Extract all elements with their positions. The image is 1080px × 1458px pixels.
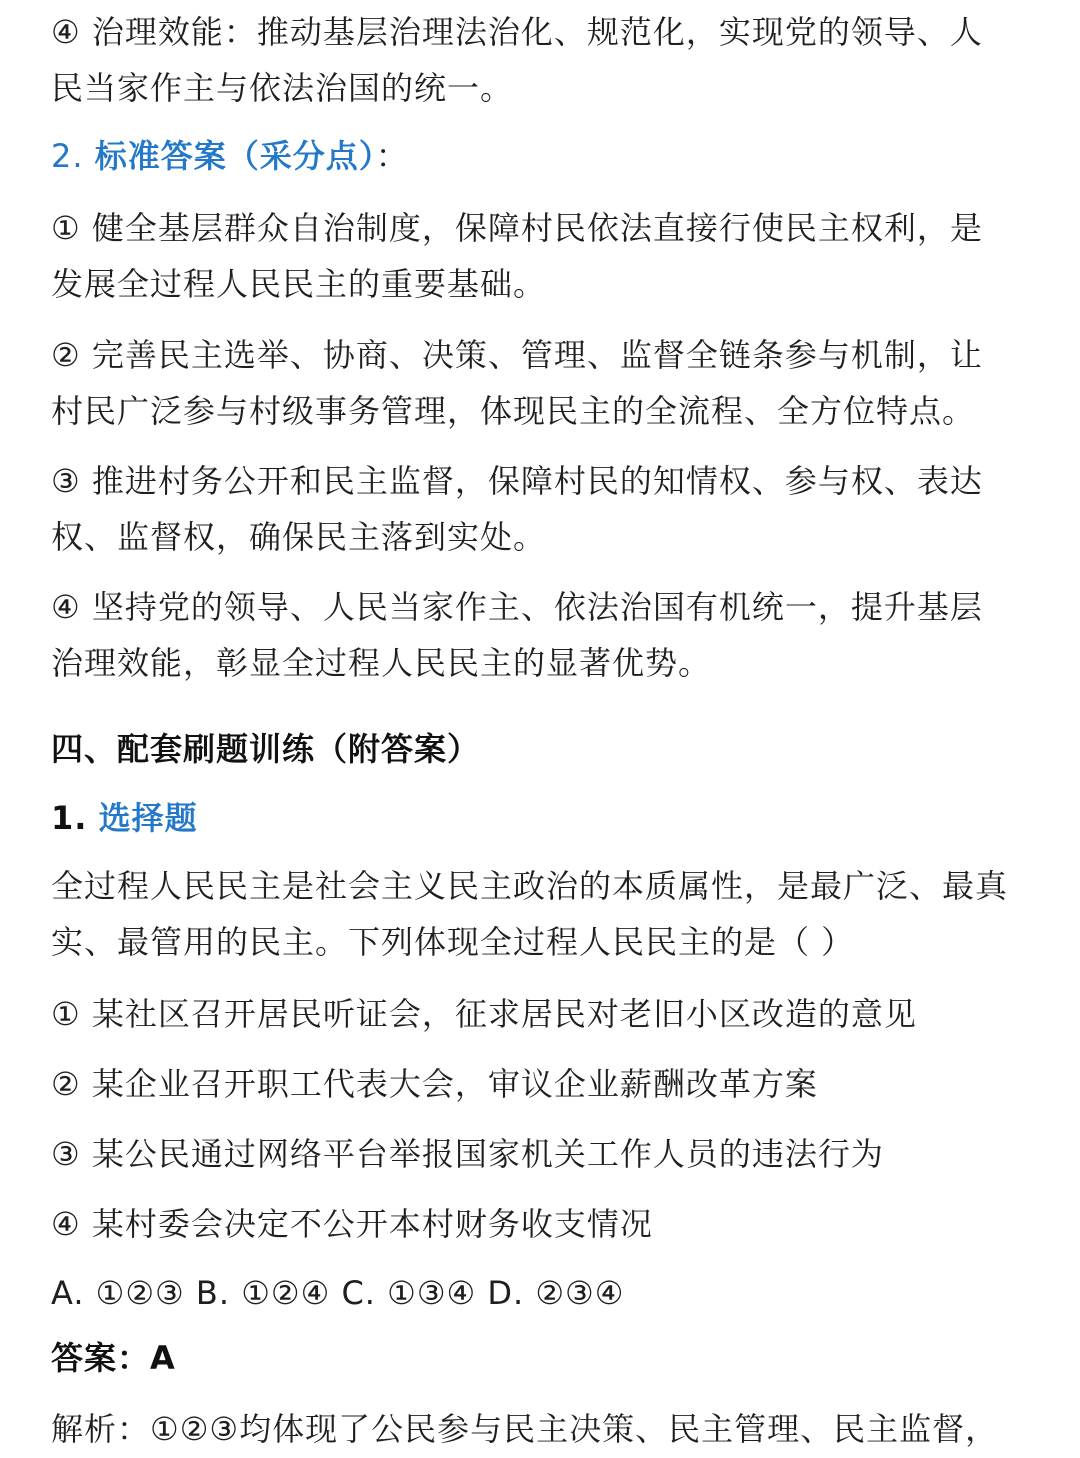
list-item-line: ① 健全基层群众自治制度，保障村民依法直接行使民主权利，是 <box>51 209 983 247</box>
section-4-heading <box>51 721 1051 777</box>
question-stem-line-1: 全过程人民民主是社会主义民主政治的本质属性，是最广泛、最真 <box>51 867 1009 905</box>
answer-choices <box>51 1265 1051 1321</box>
governance-item-line-2: 民当家作主与依法治国的统一。 <box>51 69 514 107</box>
governance-item-line-1: ④ 治理效能：推动基层治理法治化、规范化，实现党的领导、人 <box>51 13 983 51</box>
analysis-line <box>51 1401 1051 1457</box>
analysis-text: 解析：①②③均体现了公民参与民主决策、民主管理、民主监督， <box>51 1410 999 1448</box>
option-text: ③ 某公民通过网络平台举报国家机关工作人员的违法行为 <box>51 1135 884 1173</box>
list-item-line: 村民广泛参与村级事务管理，体现民主的全流程、全方位特点。 <box>51 392 976 430</box>
standard-answer-item-1 <box>51 200 1051 312</box>
option-text: ④ 某村委会决定不公开本村财务收支情况 <box>51 1205 653 1243</box>
standard-answer-heading <box>51 128 1051 184</box>
question-stem-line-2: 实、最管用的民主。下列体现全过程人民民主的是（ ） <box>51 923 855 961</box>
standard-answer-colon: ： <box>375 137 409 175</box>
choice-heading <box>51 790 1051 846</box>
standard-answer-item-4 <box>51 579 1051 691</box>
answer-value: A <box>150 1339 176 1377</box>
list-item-line: ② 完善民主选举、协商、决策、管理、监督全链条参与机制，让 <box>51 336 983 374</box>
section-4-title: 四、配套刷题训练（附答案） <box>51 730 481 768</box>
list-item-line: 发展全过程人民民主的重要基础。 <box>51 265 547 303</box>
governance-item <box>51 4 1051 116</box>
choice-number: 1. <box>51 799 88 837</box>
option-3 <box>51 1126 1051 1182</box>
question-stem <box>51 858 1051 970</box>
option-4 <box>51 1196 1051 1252</box>
list-item-line: 治理效能，彰显全过程人民民主的显著优势。 <box>51 644 712 682</box>
choice-title: 选择题 <box>98 799 198 837</box>
option-text: ① 某社区召开居民听证会，征求居民对老旧小区改造的意见 <box>51 995 917 1033</box>
standard-answer-title: 标准答案（采分点） <box>94 137 376 175</box>
list-item-line: ③ 推进村务公开和民主监督，保障村民的知情权、参与权、表达 <box>51 462 983 500</box>
answer-line <box>51 1330 1051 1386</box>
option-1 <box>51 986 1051 1042</box>
standard-answer-item-3 <box>51 453 1051 565</box>
standard-answer-item-2 <box>51 327 1051 439</box>
option-2 <box>51 1056 1051 1112</box>
list-item-line: 权、监督权，确保民主落到实处。 <box>51 518 547 556</box>
standard-answer-number: 2. <box>51 137 84 175</box>
option-text: ② 某企业召开职工代表大会，审议企业薪酬改革方案 <box>51 1065 818 1103</box>
answer-label: 答案： <box>51 1339 151 1377</box>
answer-choices-text: A. ①②③ B. ①②④ C. ①③④ D. ②③④ <box>51 1274 625 1312</box>
list-item-line: ④ 坚持党的领导、人民当家作主、依法治国有机统一，提升基层 <box>51 588 983 626</box>
